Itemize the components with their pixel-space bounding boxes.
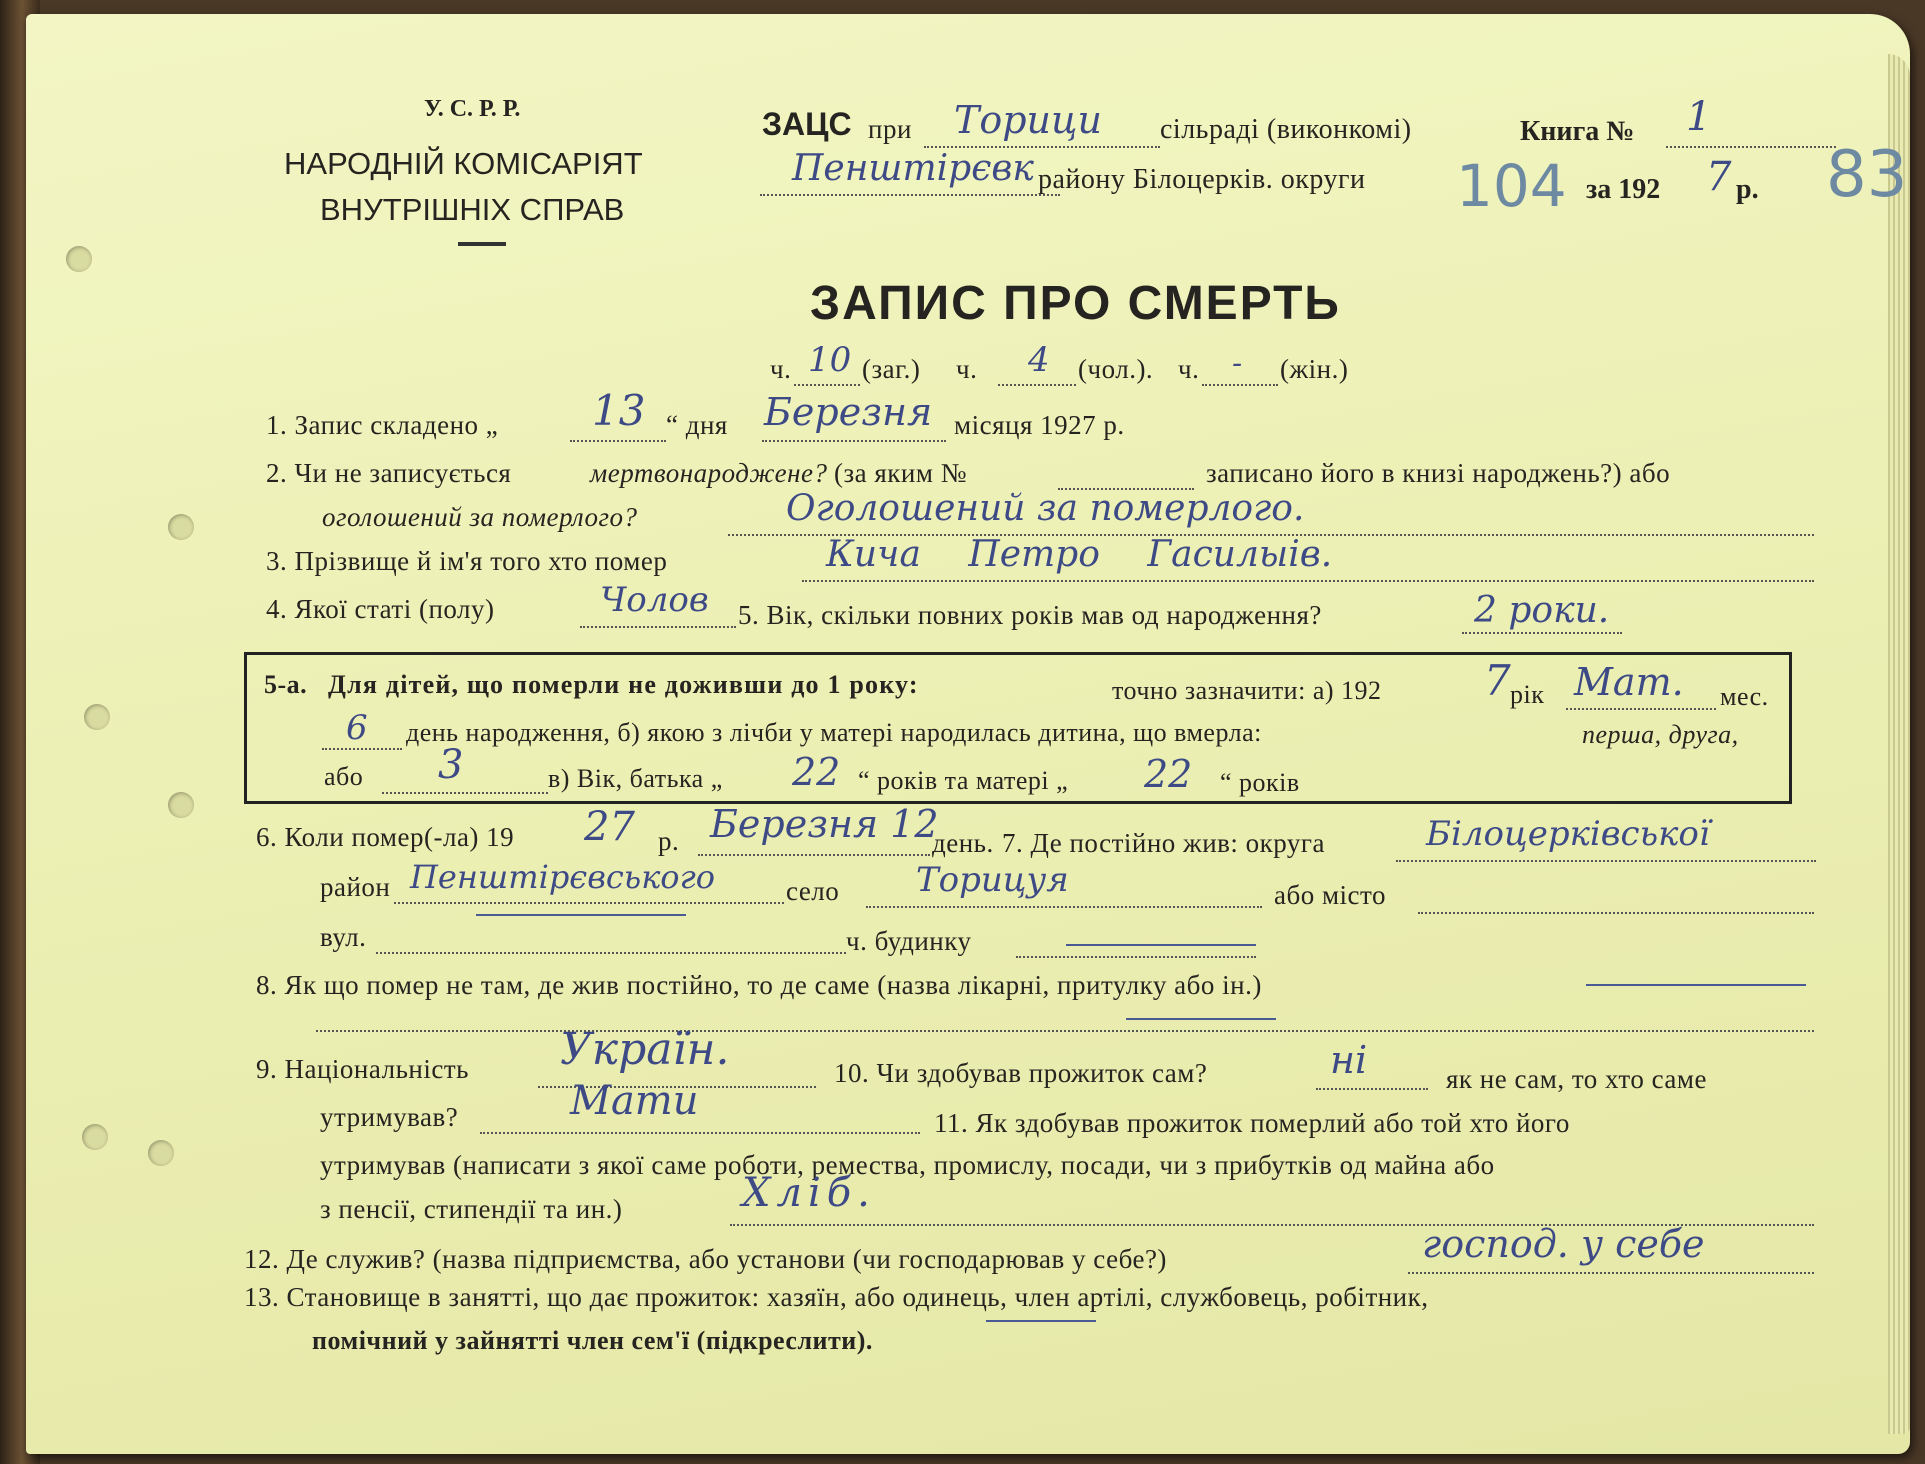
item8-dash	[1586, 984, 1806, 986]
item2-c: (за яким №	[834, 458, 967, 488]
rayon-answer: Пенштірєвського	[410, 858, 715, 896]
item1-day-line	[570, 440, 666, 442]
item8-line	[316, 1030, 1814, 1032]
item13-b: помічний у зайнятті член сем'ї (підкреслити).	[312, 1326, 873, 1355]
punch-hole	[168, 792, 194, 818]
box5a-abo: або	[324, 762, 364, 791]
abo-misto-label: або місто	[1274, 880, 1386, 910]
punch-hole	[82, 1124, 108, 1150]
item5-label: 5. Вік, скільки повних років мав од народження?	[738, 600, 1322, 630]
selo-line	[866, 906, 1262, 908]
kniga-line	[1666, 146, 1836, 148]
rayon-label: район	[320, 872, 391, 902]
item1-label: 1. Запис складено „	[266, 410, 499, 440]
box5a-order-words: перша, друга,	[1582, 720, 1739, 749]
zag-label: (заг.)	[862, 354, 921, 384]
death-date-line	[698, 854, 930, 856]
item5-line	[1462, 632, 1622, 634]
item8-dash2	[1126, 1018, 1276, 1020]
item9-label: 9. Національність	[256, 1054, 469, 1084]
item1-month: Березня	[764, 390, 933, 434]
box5a-day: 6	[346, 708, 368, 748]
box5a-day-line	[322, 748, 402, 750]
box5a-rik: рік	[1510, 680, 1545, 709]
zhin-label: (жін.)	[1280, 354, 1349, 384]
silradi-label: сільраді (виконкомі)	[1160, 114, 1412, 145]
corner-number: 83	[1826, 138, 1908, 212]
item7-label: 7. Де постійно жив: округа	[1002, 828, 1325, 858]
box5a-line2: день народження, б) якою з лічби у матері народилась дитина, що вмерла:	[406, 718, 1262, 747]
commissariat-line2: ВНУТРІШНІХ СПРАВ	[320, 192, 625, 227]
item13-underline	[986, 1320, 1096, 1322]
vul-label: вул.	[320, 922, 367, 952]
rayon-line	[760, 194, 1060, 196]
year-label: за 192	[1586, 174, 1661, 205]
box5a-month-line	[1566, 708, 1716, 710]
punch-hole	[84, 704, 110, 730]
rayon-name: Пенштірєвк	[792, 148, 1034, 189]
female-line	[1202, 384, 1278, 386]
item4-line	[580, 626, 736, 628]
ch3-label: ч.	[1178, 354, 1200, 384]
punch-hole	[66, 246, 92, 272]
chol-label: (чол.).	[1078, 354, 1154, 384]
item10-b: як не сам, то хто саме	[1446, 1064, 1707, 1094]
mother-age: 22	[1144, 752, 1193, 796]
misto-line	[1418, 912, 1814, 914]
budynku-label: ч. будинку	[846, 926, 972, 956]
page-edges	[1888, 54, 1910, 1434]
item6-day: день.	[932, 828, 994, 858]
rayonu-label: району Білоцерків. округи	[1038, 164, 1366, 195]
male-line	[998, 384, 1076, 386]
total-line	[794, 384, 860, 386]
selo-label: село	[786, 876, 840, 906]
female-count: -	[1232, 346, 1243, 381]
okrug-number: 104	[1456, 152, 1567, 220]
punch-hole	[148, 1140, 174, 1166]
item11-b: утримував (написати з якої саме роботи, ремества, промислу, посади, чи з прибутків од майна або	[320, 1150, 1495, 1180]
item13-a: 13. Становище в занятті, що дає прожиток: хазяїн, або одинець, член артілі, службовець, робітник,	[244, 1282, 1429, 1312]
utrym-answer: Мати	[570, 1078, 699, 1124]
box5a-order-line	[382, 792, 548, 794]
item8-label: 8. Як що помер не там, де жив постійно, то де саме (назва лікарні, притулку або ін.)	[256, 970, 1262, 1000]
box5a-order: 3	[438, 742, 464, 788]
item4-label: 4. Якої статі (полу)	[266, 594, 495, 624]
box5a-line3b: “ років та матері „	[858, 766, 1069, 795]
header-rule	[458, 242, 506, 246]
selo-answer: Торицуя	[916, 860, 1069, 900]
ch-label: ч.	[770, 354, 792, 384]
item1-mid: “ дня	[666, 410, 728, 440]
nationality-answer: Україн.	[560, 1024, 730, 1075]
item10-label: 10. Чи здобував прожиток сам?	[834, 1058, 1208, 1088]
rayon-answer-line	[394, 902, 784, 904]
year-suffix: р.	[1736, 174, 1759, 205]
item11-label: 11. Як здобував прожиток померлий або той хто його	[934, 1108, 1570, 1138]
death-year: 27	[584, 804, 635, 850]
box5a-number: 5-а.	[264, 670, 308, 699]
document-title: ЗАПИС ПРО СМЕРТЬ	[810, 277, 1341, 330]
deceased-name: Кича Петро Гасилыів.	[826, 534, 1333, 575]
kniga-label: Книга №	[1520, 116, 1635, 147]
item12-answer: господ. у себе	[1422, 1222, 1705, 1266]
box5a-month: Мат.	[1574, 660, 1684, 704]
male-count: 4	[1028, 340, 1050, 380]
item12-line	[1408, 1272, 1814, 1274]
item2-answer: Оголошений за померлого.	[786, 488, 1305, 529]
kniga-number: 1	[1686, 94, 1712, 140]
father-age: 22	[792, 750, 841, 794]
item11-answer: Хліб.	[742, 1170, 876, 1216]
item10-answer: ні	[1330, 1038, 1368, 1082]
item3-line	[802, 580, 1814, 582]
budynku-line	[1016, 956, 1256, 958]
year-digit: 7	[1706, 154, 1732, 200]
item2-d: записано його в книзі народжень?) або	[1206, 458, 1671, 488]
okruga-line	[1396, 860, 1816, 862]
pry-label: при	[868, 114, 912, 144]
register-page	[26, 14, 1910, 1454]
item2-a: 2. Чи не записується	[266, 458, 512, 488]
item3-label: 3. Прізвище й ім'я того хто помер	[266, 546, 668, 576]
utrym-label: утримував?	[320, 1102, 459, 1132]
box5a-mes: мес.	[1720, 682, 1769, 711]
item2-e: оголошений за померлого?	[322, 502, 638, 532]
item1-month-line	[762, 440, 946, 442]
village-name: Торици	[954, 98, 1103, 142]
death-date: Березня 12	[710, 802, 939, 846]
ussr-header: У. С. Р. Р.	[424, 96, 521, 122]
ch2-label: ч.	[956, 354, 978, 384]
vul-line	[376, 952, 846, 954]
item1-day: 13	[592, 386, 646, 435]
box5a-year: 7	[1484, 656, 1511, 705]
item10-line	[1316, 1088, 1428, 1090]
box5a-line3c: “ років	[1220, 768, 1300, 797]
age-answer: 2 роки.	[1474, 590, 1610, 631]
zags-label: ЗАЦС	[762, 106, 852, 142]
commissariat-line1: НАРОДНІЙ КОМІСАРІЯТ	[284, 146, 643, 181]
item11-c: з пенсії, стипендії та ин.)	[320, 1194, 623, 1224]
total-count: 10	[808, 340, 852, 380]
item12-label: 12. Де служив? (назва підприємства, або установи (чи господарював у себе?)	[244, 1244, 1167, 1274]
item6-r: р.	[658, 826, 680, 856]
sex-answer: Чолов	[600, 580, 709, 620]
punch-hole	[168, 514, 194, 540]
utrym-line	[480, 1132, 920, 1134]
okruga-answer: Білоцерківської	[1426, 814, 1710, 854]
box5a-line3: в) Вік, батька „	[548, 764, 723, 793]
box5a-heading: Для дітей, що померли не доживши до 1 року:	[328, 670, 919, 699]
item6-label: 6. Коли помер(-ла) 19	[256, 822, 515, 852]
item2-b: мертвонароджене?	[590, 458, 828, 488]
budynku-dash	[1066, 944, 1256, 946]
box5a-year-prefix: точно зазначити: а) 192	[1112, 676, 1382, 705]
item1-end: місяця 1927 р.	[954, 410, 1125, 440]
vul-dash	[476, 914, 686, 916]
